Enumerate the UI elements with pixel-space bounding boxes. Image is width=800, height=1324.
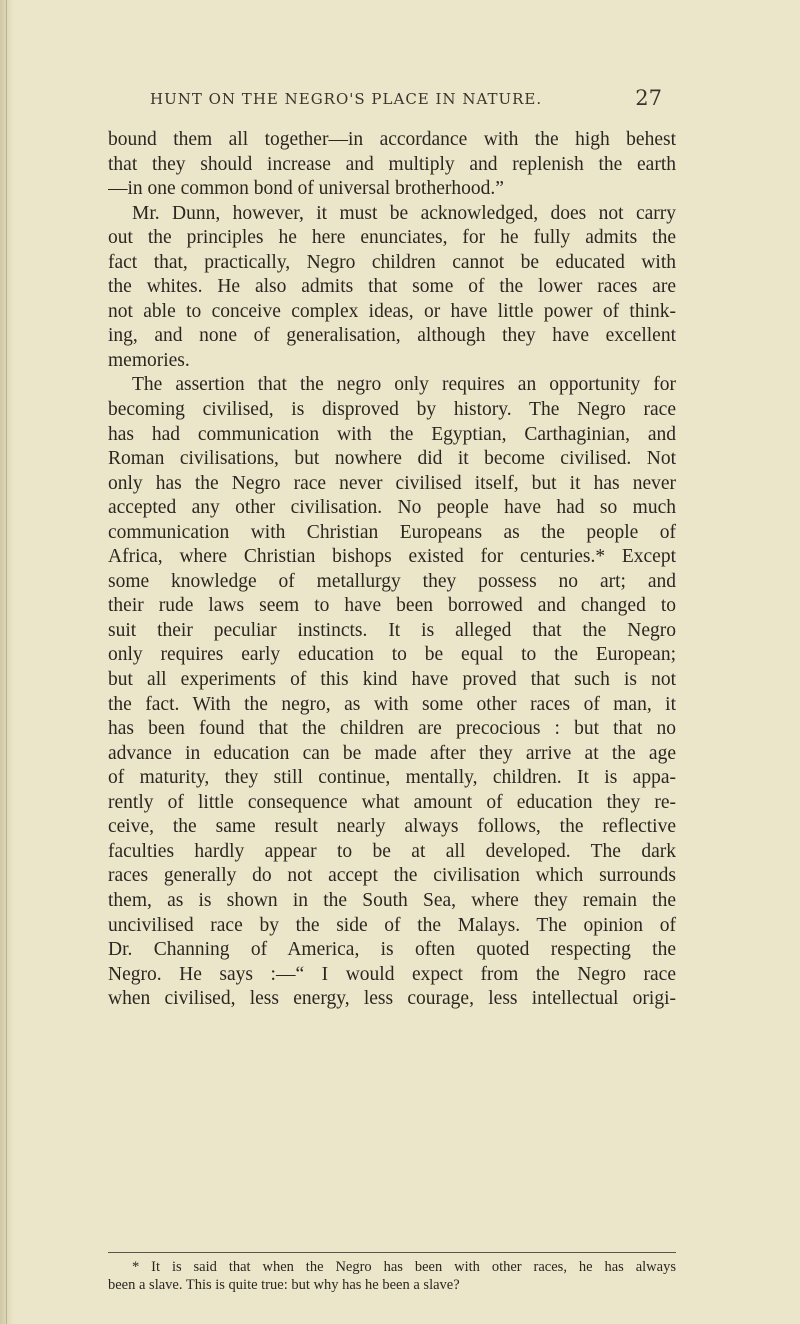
page-number: 27: [635, 86, 662, 110]
text-line: Mr. Dunn, however, it must be acknowledged, does not carry: [132, 202, 676, 224]
text-line: suit their peculiar instincts. It is alleged that the Negro: [108, 619, 676, 641]
text-line: but all experiments of this kind have proved that such is not: [108, 669, 676, 691]
text-line: their rude laws seem to have been borrowed and changed to: [108, 595, 676, 617]
text-line: fact that, practically, Negro children cannot be educated with: [108, 251, 676, 273]
text-line: communication with Christian Europeans as the people of: [108, 521, 676, 543]
text-line: Dr. Channing of America, is often quoted respecting the: [108, 939, 676, 961]
footnote-rule: [108, 1252, 676, 1253]
footnote: [108, 1258, 676, 1294]
running-head: HUNT ON THE NEGRO'S PLACE IN NATURE.: [150, 90, 543, 108]
text-line: races generally do not accept the civilisation which surrounds: [108, 865, 676, 887]
text-line: The assertion that the negro only requires an opportunity for: [132, 374, 676, 396]
text-line: ing, and none of generalisation, although they have excellent: [108, 325, 676, 347]
footnote-line: * It is said that when the Negro has been with other races, he has always: [132, 1259, 676, 1275]
page-header: [150, 86, 662, 116]
text-line: only has the Negro race never civilised itself, but it has never: [108, 472, 676, 494]
text-line: some knowledge of metallurgy they possess no art; and: [108, 570, 676, 592]
text-line: —in one common bond of universal brotherhood.”: [108, 178, 504, 200]
text-line: has been found that the children are precocious : but that no: [108, 718, 676, 740]
text-line: Negro. He says :—“ I would expect from the Negro race: [108, 963, 676, 985]
text-line: faculties hardly appear to be at all developed. The dark: [108, 840, 676, 862]
text-line: rently of little consequence what amount of education they re-: [108, 791, 676, 813]
text-line: them, as is shown in the South Sea, where they remain the: [108, 889, 676, 911]
text-line: only requires early education to be equal to the European;: [108, 644, 676, 666]
body-text: [108, 128, 676, 1012]
text-line: that they should increase and multiply and replenish the earth: [108, 153, 676, 175]
text-line: the fact. With the negro, as with some other races of man, it: [108, 693, 676, 715]
text-line: uncivilised race by the side of the Malays. The opinion of: [108, 914, 676, 936]
footnote-line: been a slave. This is quite true: but why has he been a slave?: [108, 1277, 460, 1293]
text-line: when civilised, less energy, less courage, less intellectual origi-: [108, 988, 676, 1010]
binding-edge: [6, 0, 7, 1324]
text-line: Roman civilisations, but nowhere did it become civilised. Not: [108, 448, 676, 470]
text-line: advance in education can be made after they arrive at the age: [108, 742, 676, 764]
text-line: becoming civilised, is disproved by history. The Negro race: [108, 399, 676, 421]
text-line: the whites. He also admits that some of the lower races are: [108, 276, 676, 298]
text-line: not able to conceive complex ideas, or have little power of think-: [108, 300, 676, 322]
text-line: memories.: [108, 349, 190, 371]
text-line: of maturity, they still continue, mentally, children. It is appa-: [108, 767, 676, 789]
text-line: ceive, the same result nearly always follows, the reflective: [108, 816, 676, 838]
text-line: bound them all together—in accordance with the high behest: [108, 129, 676, 150]
text-line: out the principles he here enunciates, for he fully admits the: [108, 227, 676, 249]
page-gutter-shadow: [0, 0, 14, 1324]
text-line: has had communication with the Egyptian, Carthaginian, and: [108, 423, 676, 445]
text-line: accepted any other civilisation. No people have had so much: [108, 497, 676, 519]
text-line: Africa, where Christian bishops existed for centuries.* Except: [108, 546, 676, 568]
